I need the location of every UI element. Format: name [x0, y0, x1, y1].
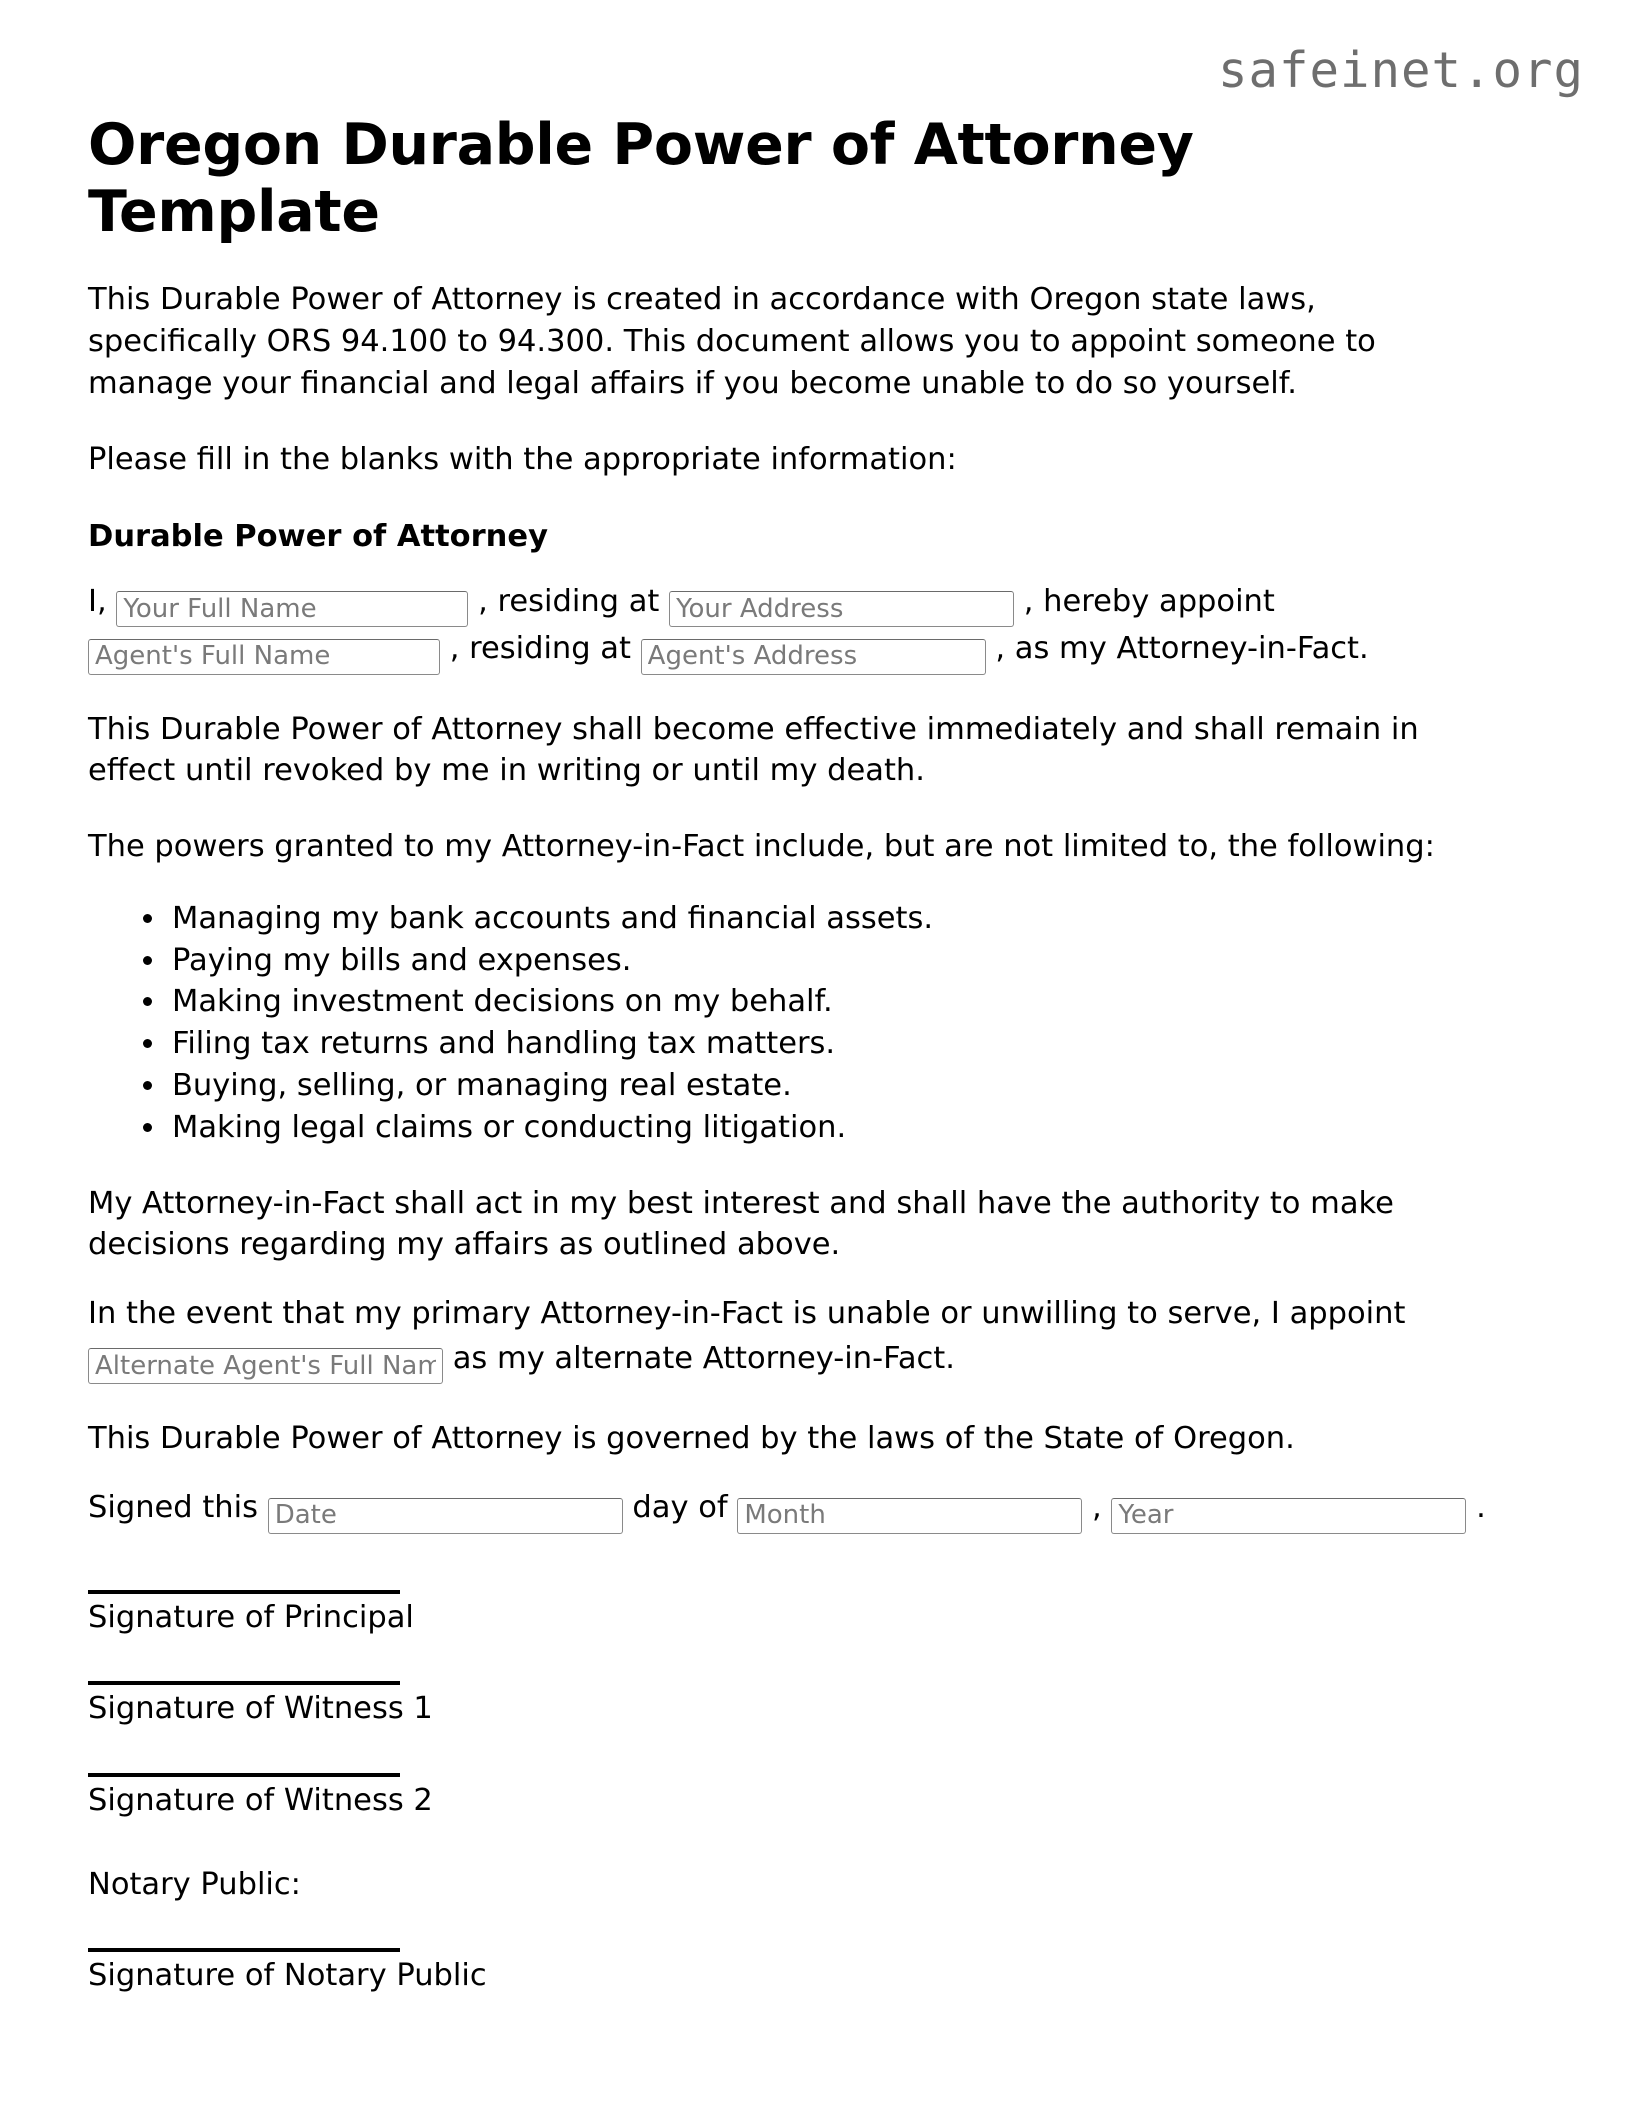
document-content	[88, 112, 1488, 1996]
month-input[interactable]	[737, 1498, 1082, 1534]
day-of-label: day of	[632, 1490, 728, 1526]
powers-list	[88, 898, 1488, 1149]
alternate-agent-name-input[interactable]	[88, 1348, 443, 1384]
date-input[interactable]	[268, 1498, 623, 1534]
alternate-agent-block	[88, 1292, 1488, 1384]
year-input[interactable]	[1111, 1498, 1466, 1534]
page-title: Oregon Durable Power of Attorney Template	[88, 112, 1194, 245]
comma-separator-label: ,	[1092, 1490, 1102, 1526]
appointment-lead-in-label: I,	[88, 583, 107, 619]
list-item: • Making investment decisions on my behalf.	[168, 981, 1488, 1023]
notary-public-label: Notary Public:	[88, 1866, 301, 1902]
list-item: • Buying, selling, or managing real estate.	[168, 1065, 1488, 1107]
witness1-signature-label: Signature of Witness 1	[88, 1691, 433, 1727]
signature-line	[88, 1948, 400, 1952]
list-item: • Paying my bills and expenses.	[168, 940, 1488, 982]
signature-line	[88, 1590, 400, 1594]
governing-law-paragraph: This Durable Power of Attorney is governed by the laws of the State of Oregon.	[88, 1421, 1295, 1457]
notary-signature-group	[88, 1948, 1488, 1996]
section-heading-durable-power-of-attorney: Durable Power of Attorney	[88, 518, 548, 554]
alternate-lead-in-label: In the event that my primary Attorney-in-Fact is unable or unwilling to serve, I appoint	[88, 1296, 1406, 1332]
signed-date-block	[88, 1486, 1488, 1534]
instruction-paragraph: Please fill in the blanks with the appropriate information:	[88, 441, 957, 477]
residing-at-label-1: , residing at	[478, 583, 660, 619]
alternate-trailing-label: as my alternate Attorney-in-Fact.	[452, 1340, 955, 1376]
site-watermark: safeinet.org	[1217, 42, 1584, 99]
principal-signature-group	[88, 1590, 1488, 1638]
signature-line	[88, 1681, 400, 1685]
powers-intro-paragraph: The powers granted to my Attorney-in-Fact include, but are not limited to, the following:	[88, 829, 1435, 865]
witness1-signature-group	[88, 1681, 1488, 1729]
list-item: • Filing tax returns and handling tax matters.	[168, 1023, 1488, 1065]
principal-signature-label: Signature of Principal	[88, 1599, 414, 1635]
witness2-signature-label: Signature of Witness 2	[88, 1782, 433, 1818]
period-label: .	[1476, 1490, 1486, 1526]
signed-this-label: Signed this	[88, 1490, 258, 1526]
full-name-input[interactable]	[116, 591, 468, 627]
signature-area	[88, 1590, 1488, 1996]
witness2-signature-group	[88, 1773, 1488, 1821]
intro-paragraph: This Durable Power of Attorney is created in accordance with Oregon state laws, specifically ORS 94.100 to 94.300. This document allows you to appoint someone to manage your financial and legal affairs if you become unable to do so yourself.	[88, 282, 1376, 401]
hereby-appoint-label: , hereby appoint	[1023, 583, 1275, 619]
list-item: • Managing my bank accounts and financial assets.	[168, 898, 1488, 940]
effective-paragraph: This Durable Power of Attorney shall become effective immediately and shall remain in effect until revoked by me in writing or until my death.	[88, 711, 1419, 789]
residing-at-label-2: , residing at	[449, 631, 631, 666]
notary-signature-label: Signature of Notary Public	[88, 1958, 487, 1994]
address-input[interactable]	[669, 591, 1014, 627]
list-item: • Making legal claims or conducting litigation.	[168, 1107, 1488, 1149]
agent-name-input[interactable]	[88, 639, 440, 675]
signature-line	[88, 1773, 400, 1777]
agent-address-input[interactable]	[641, 639, 986, 675]
appointment-field-block	[88, 580, 1488, 675]
as-attorney-in-fact-label: , as my Attorney-in-Fact.	[995, 631, 1369, 666]
best-interest-paragraph: My Attorney-in-Fact shall act in my best interest and shall have the authority to make decisions regarding my affairs as outlined above.	[88, 1185, 1394, 1263]
